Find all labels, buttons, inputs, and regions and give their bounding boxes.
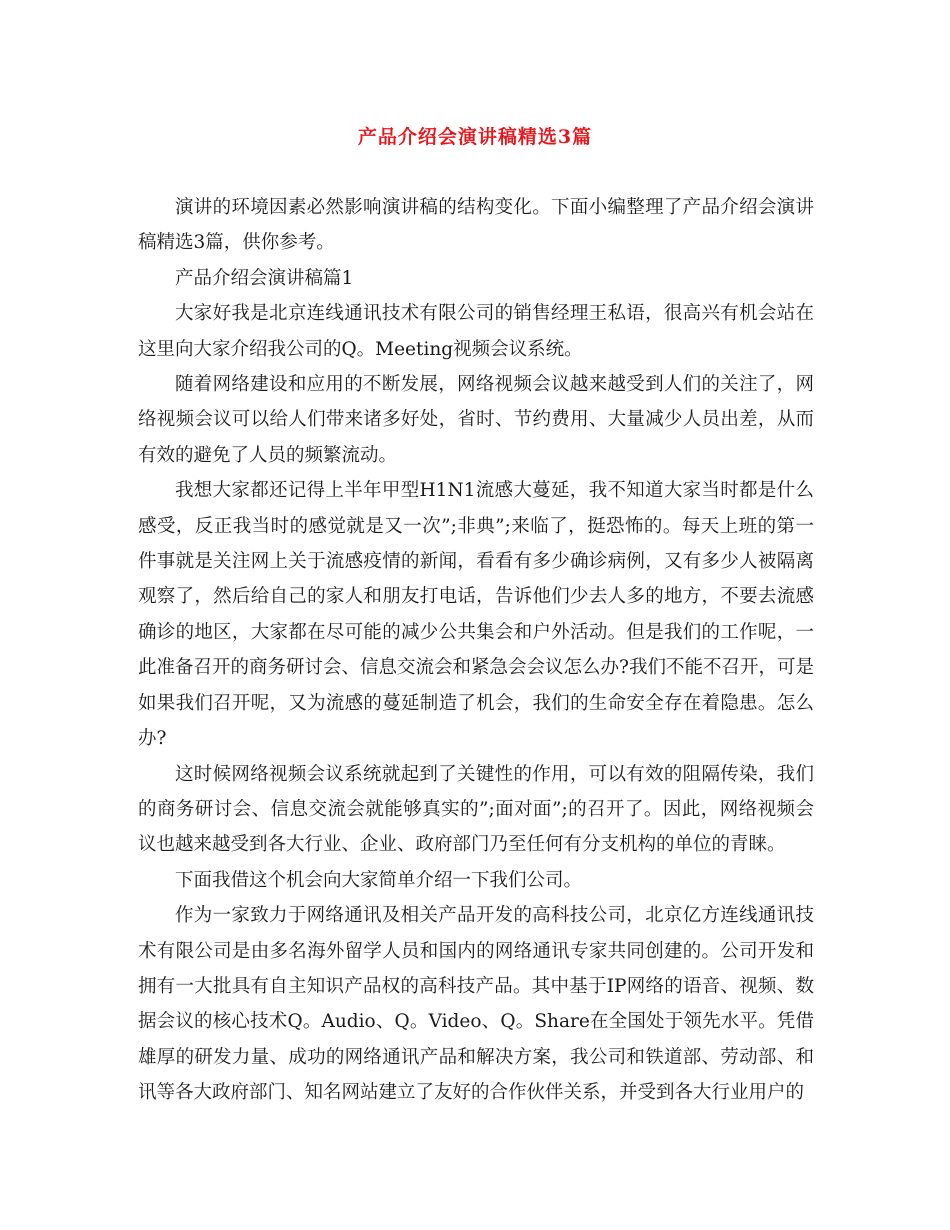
document-body [138,190,814,1111]
paragraph-intro: 演讲的环境因素必然影响演讲稿的结构变化。下面小编整理了产品介绍会演讲稿精选3篇，供你参考。 [138,197,814,254]
paragraph: 我想大家都还记得上半年甲型H1N1流感大蔓延，我不知道大家当时都是什么感受，反正我当时的感觉就是又一次”;非典”;来临了，挺恐怖的。每天上班的第一件事就是关注网上关于流感疫情的新闻，看看有多少确诊病例，又有多少人被隔离观察了，然后给自己的家人和朋友打电话，告诉他们少去人多的地方，不要去流感确诊的地区，大家都在尽可能的减少公共集会和户外活动。但是我们的工作呢，一此准备召开的商务研讨会、信息交流会和紧急会会议怎么办?我们不能不召开，可是如果我们召开呢，又为流感的蔓延制造了机会，我们的生命安全存在着隐患。怎么办? [138,480,814,750]
section-heading: 产品介绍会演讲稿篇1 [175,267,354,289]
paragraph: 大家好我是北京连线通讯技术有限公司的销售经理王私语，很高兴有机会站在这里向大家介绍我公司的Q。Meeting视频会议系统。 [138,303,814,360]
paragraph: 随着网络建设和应用的不断发展，网络视频会议越来越受到人们的关注了，网络视频会议可以给人们带来诸多好处，省时、节约费用、大量减少人员出差，从而有效的避免了人员的频繁流动。 [138,374,814,466]
paragraph: 作为一家致力于网络通讯及相关产品开发的高科技公司，北京亿方连线通讯技术有限公司是由多名海外留学人员和国内的网络通讯专家共同创建的。公司开发和拥有一大批具有自主知识产品权的高科技产品。其中基于IP网络的语音、视频、数据会议的核心技术Q。Audio、Q。Video、Q。Share在全国处于领先水平。凭借雄厚的研发力量、成功的网络通讯产品和解决方案，我公司和铁道部、劳动部、和讯等各大政府部门、知名网站建立了友好的合作伙伴关系，并受到各大行业用户的 [138,905,814,1104]
paragraph: 这时候网络视频会议系统就起到了关键性的作用，可以有效的阻隔传染，我们的商务研讨会、信息交流会就能够真实的”;面对面”;的召开了。因此，网络视频会议也越来越受到各大行业、企业、政府部门乃至任何有分支机构的单位的青睐。 [138,763,814,856]
paragraph: 下面我借这个机会向大家简单介绍一下我们公司。 [175,869,583,891]
document-title: 产品介绍会演讲稿精选3篇 [357,126,593,148]
